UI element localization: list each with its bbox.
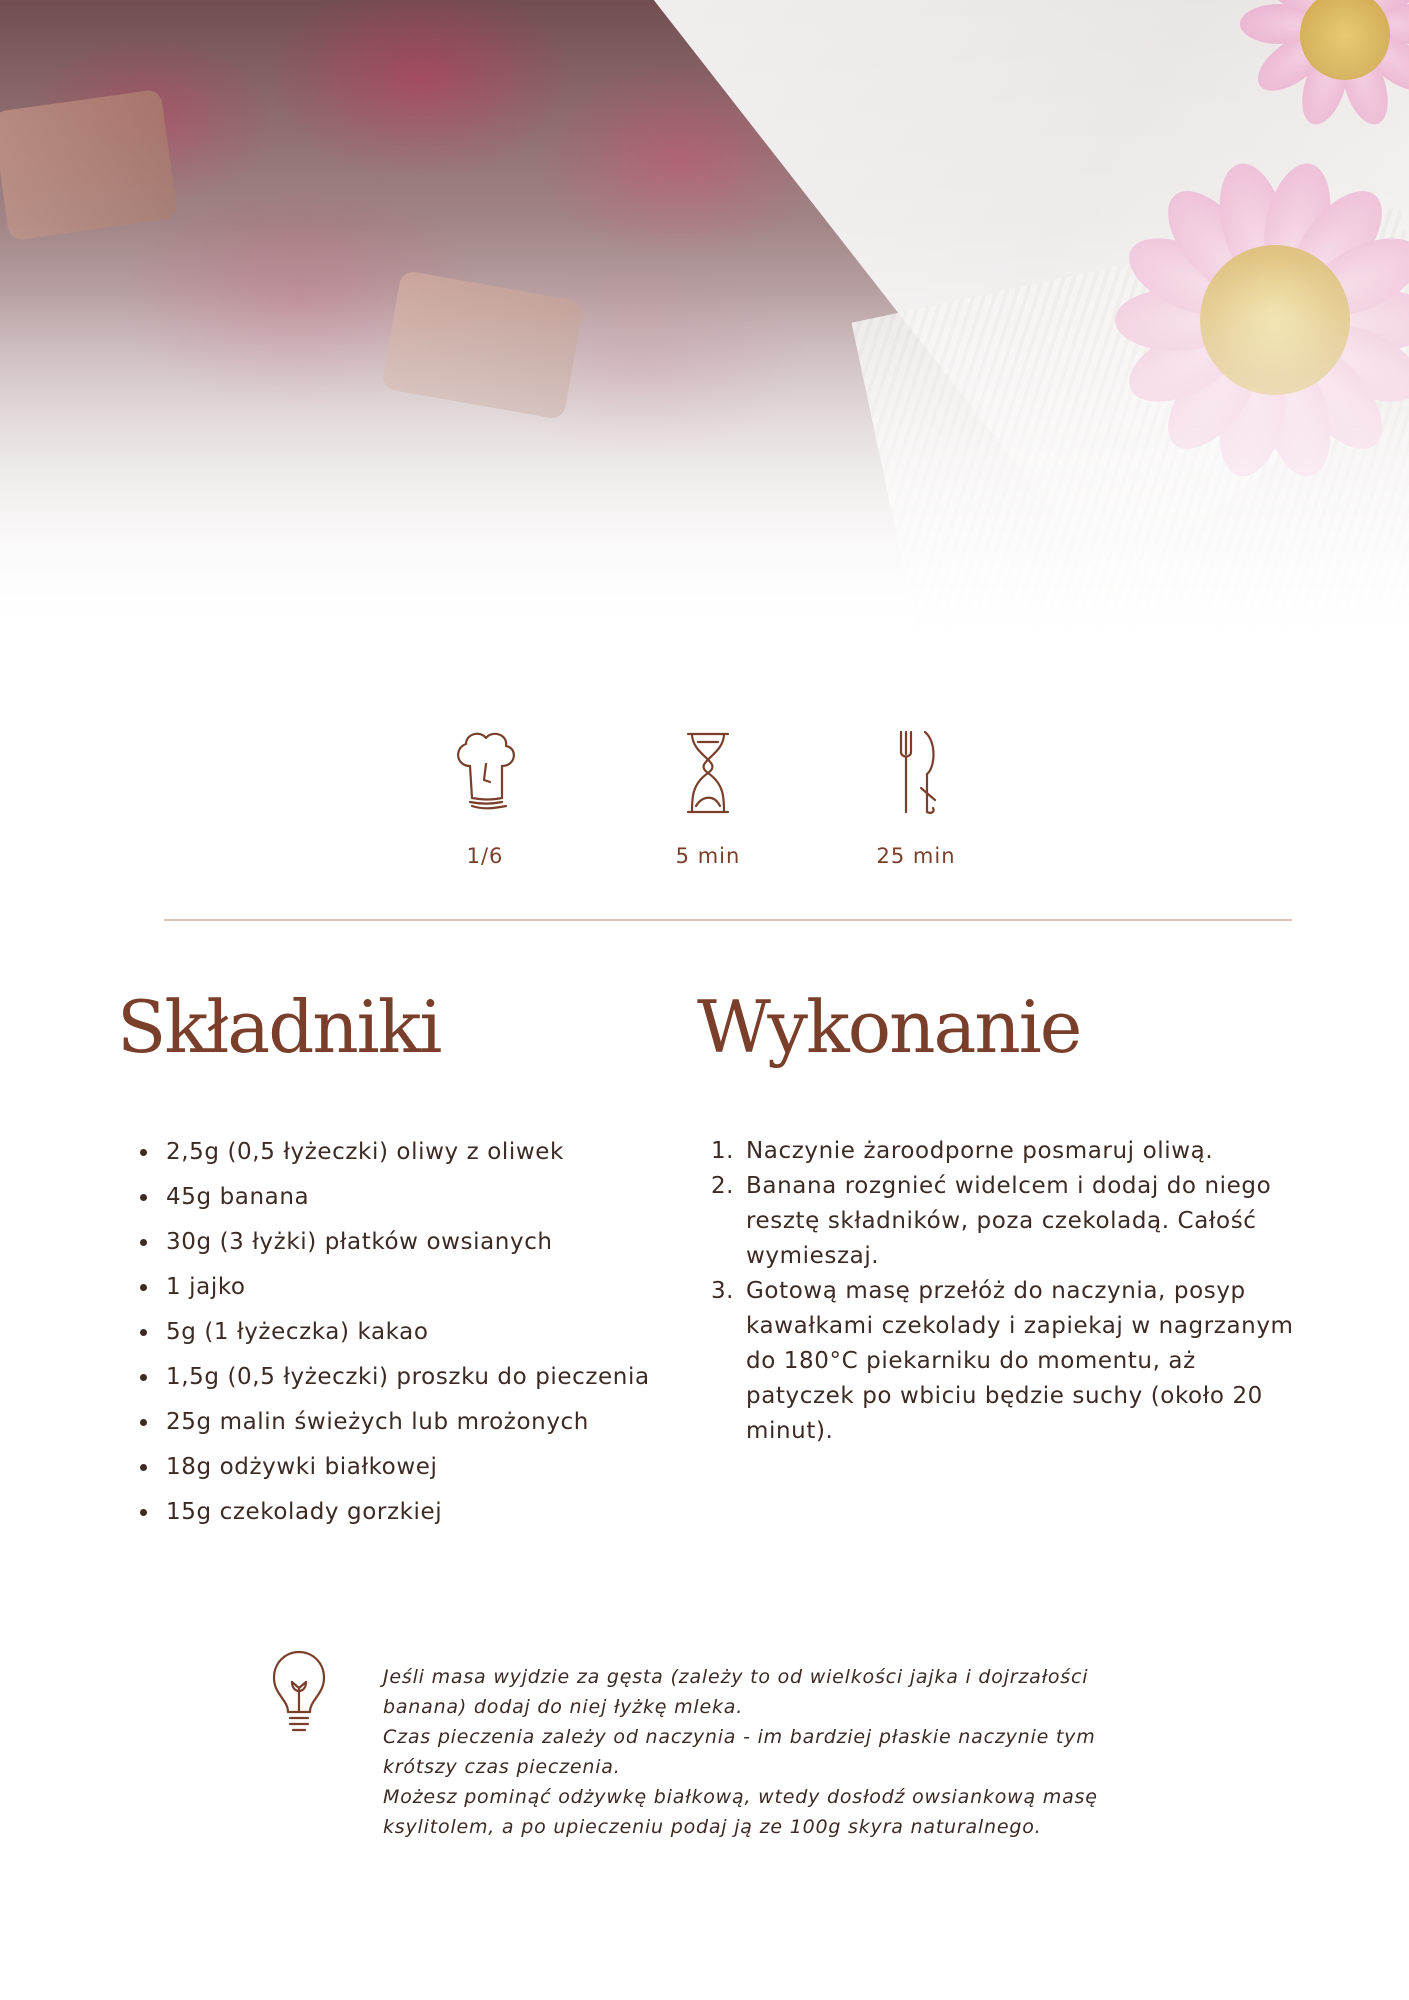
hourglass-icon xyxy=(678,728,738,818)
ingredients-heading: Składniki xyxy=(117,985,441,1069)
hero-photo xyxy=(0,0,1409,640)
ingredient-item: • 45g banana xyxy=(160,1175,680,1220)
step-item: 2. Banana rozgnieć widelcem i dodaj do niego resztę składników, poza czekoladą. Całość wymieszaj. xyxy=(742,1169,1302,1274)
ingredient-item: • 25g malin świeżych lub mrożonych xyxy=(160,1400,680,1445)
tip-line: Czas pieczenia zależy od naczynia - im bardziej płaskie naczynie tym krótszy czas pieczenia. xyxy=(383,1726,1096,1778)
preparation-steps xyxy=(712,1134,1302,1449)
stat-prep-time-label: 5 min xyxy=(675,844,741,868)
step-item: 1. Naczynie żaroodporne posmaruj oliwą. xyxy=(742,1134,1302,1169)
stat-servings-label: 1/6 xyxy=(466,844,504,868)
stat-total-time xyxy=(836,728,996,868)
ingredients-list xyxy=(130,1130,680,1535)
lightbulb-icon xyxy=(268,1648,330,1738)
ingredient-item: • 30g (3 łyżki) płatków owsianych xyxy=(160,1220,680,1265)
divider xyxy=(164,919,1292,921)
stat-total-time-label: 25 min xyxy=(876,844,956,868)
hero-fade-overlay xyxy=(0,0,1409,640)
ingredient-item: • 5g (1 łyżeczka) kakao xyxy=(160,1310,680,1355)
tip-line: Jeśli masa wyjdzie za gęsta (zależy to od wielkości jajka i dojrzałości banana) dodaj do niej łyżkę mleka. xyxy=(383,1666,1089,1718)
preparation-heading: Wykonanie xyxy=(697,985,1081,1069)
stat-servings xyxy=(405,728,565,868)
ingredient-item: • 2,5g (0,5 łyżeczki) oliwy z oliwek xyxy=(160,1130,680,1175)
tip-line: Możesz pominąć odżywkę białkową, wtedy dosłodź owsiankową masę ksylitolem, a po upieczeniu podaj ją ze 100g skyra naturalnego. xyxy=(383,1786,1098,1838)
ingredient-item: • 18g odżywki białkowej xyxy=(160,1445,680,1490)
chef-hat-icon xyxy=(450,728,520,818)
ingredient-item: • 15g czekolady gorzkiej xyxy=(160,1490,680,1535)
stat-prep-time xyxy=(628,728,788,868)
ingredient-item: • 1 jajko xyxy=(160,1265,680,1310)
step-item: 3. Gotową masę przełóż do naczynia, posyp kawałkami czekolady i zapiekaj w nagrzanym do 180°C piekarniku do momentu, aż patyczek po wbiciu będzie suchy (około 20 minut). xyxy=(742,1274,1302,1449)
ingredient-item: • 1,5g (0,5 łyżeczki) proszku do pieczenia xyxy=(160,1355,680,1400)
tip-text xyxy=(383,1662,1163,1842)
fork-knife-icon xyxy=(891,728,941,818)
